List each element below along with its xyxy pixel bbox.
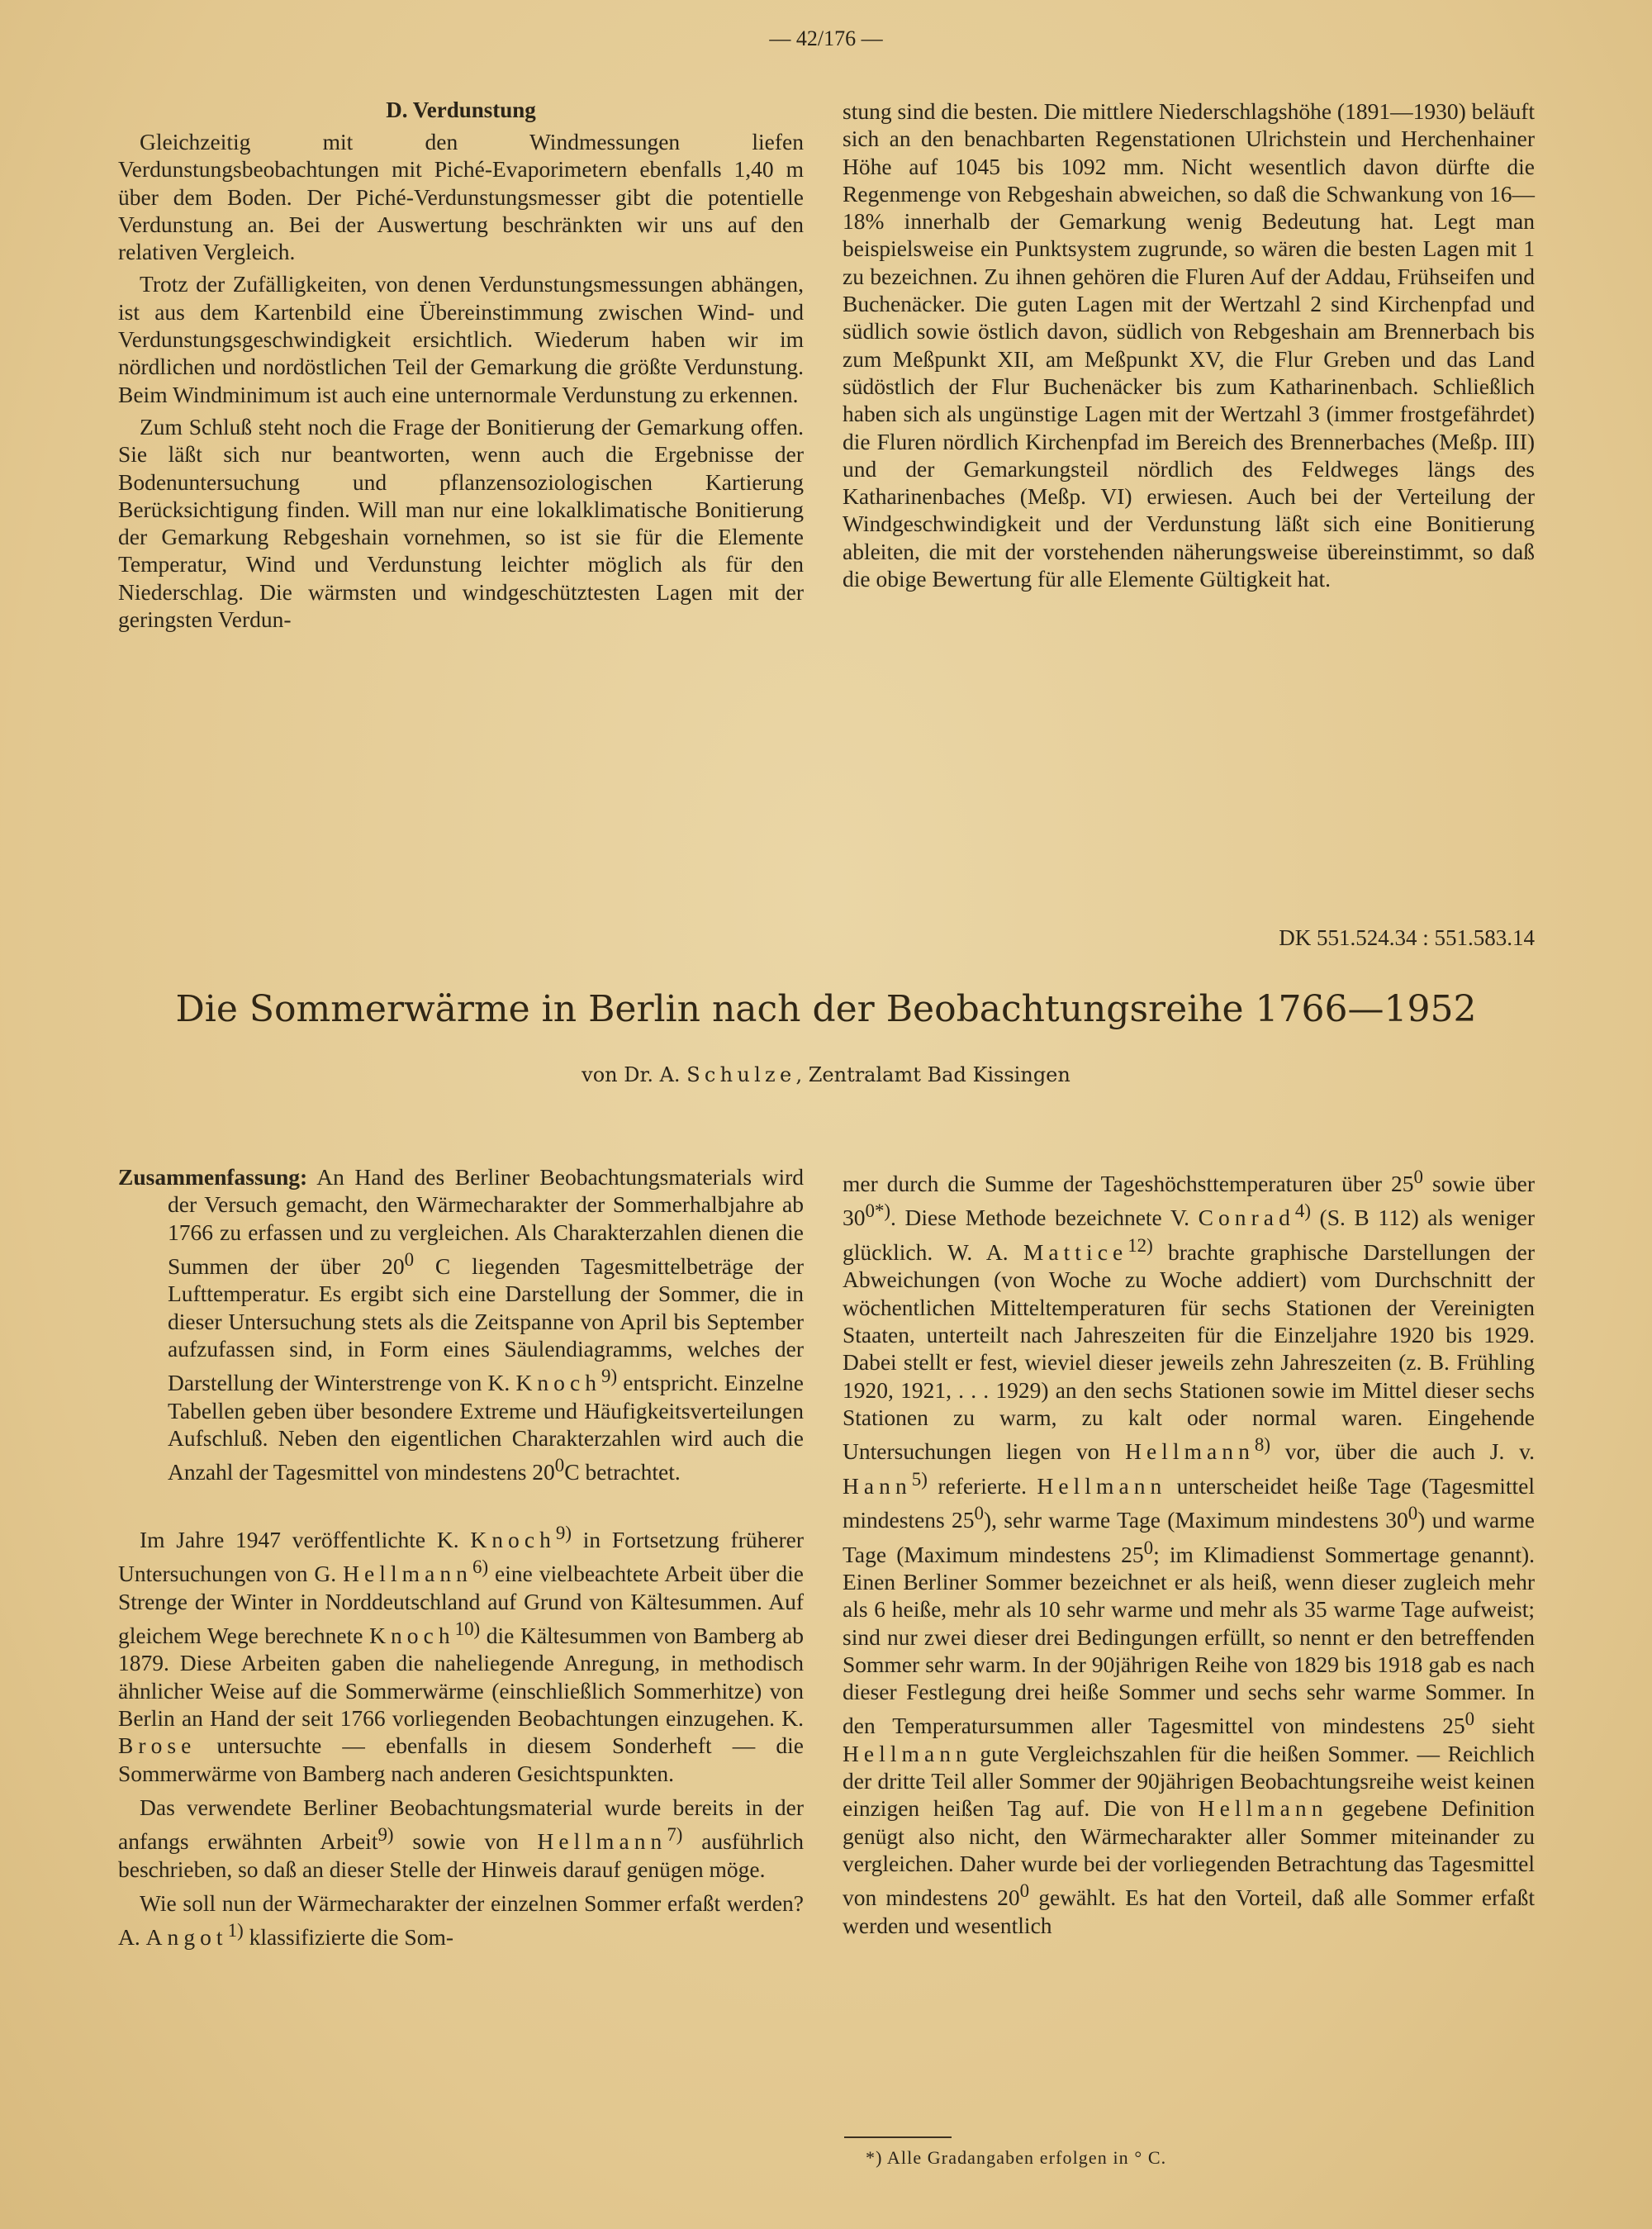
author-affiliation: , Zentralamt Bad Kissingen bbox=[795, 1063, 1070, 1086]
paragraph bbox=[843, 1163, 1535, 1939]
article-title: Die Sommerwärme in Berlin nach der Beobachtungsreihe 1766—1952 bbox=[175, 988, 1477, 1030]
superscript: 0 bbox=[865, 1200, 875, 1222]
text: sowie von bbox=[393, 1828, 538, 1855]
author-line bbox=[0, 1063, 1652, 1086]
author-ref: Hellmann bbox=[1037, 1472, 1167, 1499]
text: An Hand des Berliner Beobachtungsmaterials wird der Versuch gemacht, den Wärmecharakter der Sommerhalbjahre ab 1766 zu erfassen und zu vergleichen. Als Charakterzahlen dienen die Summen der über 20 bbox=[168, 1164, 804, 1280]
author-ref: Conrad bbox=[1198, 1205, 1295, 1231]
author-ref: Knoch bbox=[515, 1370, 602, 1396]
text: entspricht. Einzelne Tabellen geben über besondere Extreme und Häufigkeitsverteilungen Aufschluß. Neben den eigentlichen Charakterzahlen wird auch die Anzahl der Tagesmittel von mindestens 20 bbox=[168, 1370, 804, 1485]
footnote-ref: 9) bbox=[377, 1824, 394, 1846]
text: untersuchte — ebenfalls in diesem Sonderheft — die Sommerwärme von Bamberg nach anderen Gesichtspunkten. bbox=[118, 1732, 804, 1786]
author-ref: Knoch bbox=[369, 1623, 455, 1649]
summary-label: Zusammenfassung: bbox=[118, 1164, 308, 1190]
author-ref: Hellmann bbox=[537, 1828, 667, 1855]
text: in Fortsetzung früherer Untersuchungen von G. bbox=[118, 1526, 804, 1587]
text: klassifizierte die Som- bbox=[243, 1924, 454, 1951]
author-ref: Hellmann bbox=[1198, 1795, 1328, 1822]
text: Das verwendete Berliner Beobachtungsmaterial wurde bereits in der anfangs erwähnten Arbeit bbox=[118, 1794, 804, 1855]
dk-classification: DK 551.524.34 : 551.583.14 bbox=[1279, 925, 1535, 950]
author-prefix: von Dr. A. bbox=[582, 1063, 681, 1086]
footnote-ref: 12) bbox=[1127, 1234, 1153, 1256]
superscript: 0 bbox=[404, 1248, 415, 1270]
paragraph: stung sind die besten. Die mittlere Niederschlagshöhe (1891—1930) beläuft sich an den benachbarten Regenstationen Ulrichstein und Herchenhainer Höhe auf 1045 bis 1092 mm. Nicht wesentlich davon dürfte die Regenmenge von Rebgeshain abweichen, so daß die Schwankung von 16—18% innerhalb der Gemarkung wenig Bedeutung hat. Legt man beispielsweise ein Punktsystem zugrunde, so wären die besten Lagen mit 1 zu bezeichnen. Zu ihnen gehören die Fluren Auf der Addau, Frühseifen und Buchenäcker. Die guten Lagen mit der Wertzahl 2 sind Kirchenpfad und südlich sowie östlich davon, südlich von Rebgeshain am Brennerbach bis zum Meßpunkt XII, am Meßpunkt XV, die Flur Greben und das Land südöstlich der Flur Buchenäcker bis zum Katharinenbach. Schließlich haben sich als ungünstige Lagen mit der Wertzahl 3 (immer frostgefährdet) die Fluren nördlich Kirchenpfad im Bereich des Brennerbaches (Meßp. III) und der Gemarkungsteil nördlich des Feldweges längs des Katharinenbaches (Meßp. VI) erwiesen. Auch bei der Verteilung der Windgeschwindigkeit und der Verdunstung läßt sich eine Bonitierung ableiten, die mit der vorstehenden näherungsweise übereinstimmt, so daß die obige Bewertung für alle Elemente Gültigkeit hat. bbox=[843, 98, 1535, 592]
article-right-column bbox=[843, 1163, 1535, 1939]
footnote-ref: 4) bbox=[1294, 1200, 1311, 1222]
text: . Diese Methode bezeichnete V. bbox=[890, 1205, 1199, 1231]
superscript: 0 bbox=[1464, 1709, 1475, 1730]
text: die Kältesummen von Bamberg ab 1879. Diese Arbeiten gaben die naheliegende Anregung, in methodisch ähnlicher Weise auf die Sommerwärme (einschließlich Sommerhitze) von Berlin an Hand der seit 1766 vorliegenden Beobachtungen einzugehen. K. bbox=[118, 1623, 804, 1731]
text: sieht bbox=[1474, 1713, 1535, 1739]
footnote-ref: 10) bbox=[454, 1618, 481, 1639]
text: unterscheidet heiße Tage (Tagesmittel mindestens 25 bbox=[843, 1472, 1535, 1533]
paragraph: Zum Schluß steht noch die Frage der Bonitierung der Gemarkung offen. Sie läßt sich nur beantworten, wenn auch die Ergebnisse der Bodenuntersuchung und pflanzensoziologischen Kartierung Berücksichtigung finden. Will man nur eine lokalklimatische Bonitierung der Gemarkung Rebgeshain vornehmen, so ist sie für die Elemente Temperatur, Wind und Verdunstung leichter möglich als für den Niederschlag. Die wärmsten und windgeschütztesten Lagen mit der geringsten Verdun- bbox=[118, 413, 804, 633]
superscript: 0 bbox=[1413, 1167, 1423, 1187]
superscript: 0 bbox=[1143, 1537, 1154, 1558]
paragraph bbox=[118, 1794, 804, 1883]
author-ref: Knoch bbox=[470, 1526, 556, 1552]
paragraph: Gleichzeitig mit den Windmessungen liefen Verdunstungsbeobachtungen mit Piché-Evaporimetern ebenfalls 1,40 m über dem Boden. Der Piché-Verdunstungsmesser gibt die potentielle Verdunstung an. Bei der Auswertung beschränkten wir uns auf den relativen Vergleich. bbox=[118, 129, 804, 265]
text: (S. B 112) als weniger glücklich. W. A. bbox=[843, 1205, 1535, 1266]
text: gute Vergleichszahlen für die heißen Sommer. — Reichlich der dritte Teil aller Sommer der 90jährigen Beobachtungsreihe weist keinen einzigen heißen Tag auf. Die von bbox=[843, 1740, 1535, 1822]
footnote: *) Alle Gradangaben erfolgen in ° C. bbox=[866, 2147, 1167, 2168]
text: referierte. bbox=[927, 1472, 1037, 1499]
footnote-ref: 9) bbox=[555, 1522, 572, 1543]
author-ref: Hellmann bbox=[843, 1740, 972, 1766]
author-ref: Brose bbox=[118, 1732, 197, 1759]
footnote-ref: 7) bbox=[667, 1824, 683, 1846]
section-d-left-column bbox=[118, 97, 804, 633]
text: Wie soll nun der Wärmecharakter der einzelnen Sommer erfaßt werden? A. bbox=[118, 1889, 804, 1951]
text: C betrachtet. bbox=[564, 1459, 681, 1485]
footnote-ref: 8) bbox=[1254, 1434, 1270, 1456]
footnote-ref: 1) bbox=[227, 1920, 244, 1941]
article-left-column bbox=[118, 1163, 804, 1951]
author-name: Schulze bbox=[686, 1063, 796, 1086]
text: C liegenden Tagesmittelbeträge der Lufttemperatur. Es ergibt sich eine Darstellung der Sommer, die in dieser Untersuchung stets als die Zeitspanne von April bis September aufzufassen sind, in Form eines Säulendiagramms, welches der Darstellung der Winterstrenge von K. bbox=[168, 1253, 805, 1396]
footnote-ref: 5) bbox=[911, 1468, 928, 1490]
superscript: 0 bbox=[1019, 1880, 1030, 1902]
superscript: 0 bbox=[974, 1503, 984, 1524]
author-ref: Mattice bbox=[1023, 1239, 1128, 1266]
paragraph: Trotz der Zufälligkeiten, von denen Verdunstungsmessungen abhängen, ist aus dem Kartenbild eine Übereinstimmung zwischen Wind- und Verdunstungsgeschwindigkeit ersichtlich. Wiederum haben wir im nördlichen und nordöstlichen Teil der Gemarkung die größte Verdunstung. Beim Windminimum ist auch eine unternormale Verdunstung zu erkennen. bbox=[118, 271, 804, 407]
page-number: — 42/176 — bbox=[769, 26, 883, 50]
text: gewählt. Es hat den Vorteil, daß alle Sommer erfaßt werden und wesentlich bbox=[843, 1884, 1535, 1938]
author-ref: Angot bbox=[145, 1924, 228, 1951]
text: ; im Klimadienst Sommertage genannt). Einen Berliner Sommer bezeichnet er als heiß, wenn dieser zugleich mehr als 6 heiße, mehr als 10 sehr warme und mehr als 35 warme Tage aufweist; sind nur zwei dieser drei Bedingungen erfüllt, so nennt er den betreffenden Sommer sehr warm. In der 90jährigen Reihe von 1829 bis 1918 gab es nach dieser Festlegung drei heiße Sommer und sechs sehr warme Sommer. In den Temperatursummen aller Tagesmittel von mindestens 25 bbox=[843, 1541, 1536, 1739]
text: ) und warme Tage (Maximum mindestens 25 bbox=[843, 1507, 1535, 1567]
section-heading: D. Verdunstung bbox=[386, 97, 536, 122]
text: gegebene Definition genügt also nicht, den Wärmecharakter aller Sommer miteinander zu vergleichen. Daher wurde bei der vorliegenden Betrachtung das Tagesmittel von mindestens 20 bbox=[843, 1795, 1535, 1911]
text: vor, über die auch J. v. bbox=[1270, 1438, 1535, 1465]
footnote-ref: *) bbox=[874, 1200, 891, 1222]
author-ref: Hellmann bbox=[343, 1561, 472, 1587]
text: brachte graphische Darstellungen der Abweichungen (von Woche zu Woche addiert) vom Durchschnitt der wöchentlichen Mitteltemperaturen für sechs Stationen der Vereinigten Staaten, unterteilt nach Jahreszeiten für die Einzeljahre 1920 bis 1929. Dabei stellt er fest, wieviel dieser jeweils zehn Jahreszeiten (z. B. Frühling 1920, 1921, . . . 1929) an den sechs Stationen sowie im Mittel dieser sechs Stationen zu warm, zu kalt oder normal waren. Eingehende Untersuchungen liegen von bbox=[843, 1239, 1535, 1465]
superscript: 0 bbox=[1408, 1503, 1418, 1524]
text: ausführlich beschrieben, so daß an dieser Stelle der Hinweis darauf genügen möge. bbox=[118, 1828, 804, 1882]
text: ), sehr warme Tage (Maximum mindestens 30 bbox=[983, 1507, 1408, 1533]
text: eine vielbeachtete Arbeit über die Strenge der Winter in Norddeutschland auf Grund von Kältesummen. Auf gleichem Wege berechnete bbox=[118, 1561, 804, 1649]
superscript: 0 bbox=[554, 1455, 565, 1476]
text: Im Jahre 1947 veröffentlichte K. bbox=[140, 1526, 471, 1552]
summary-paragraph bbox=[118, 1163, 804, 1486]
author-ref: Hellmann bbox=[1125, 1438, 1255, 1465]
paragraph bbox=[118, 1889, 804, 1951]
text: sowie über 30 bbox=[843, 1171, 1535, 1231]
footnote-ref: 9) bbox=[601, 1366, 618, 1387]
footnote-ref: 6) bbox=[472, 1556, 489, 1578]
text: mer durch die Summe der Tageshöchsttemperaturen über 25 bbox=[843, 1171, 1414, 1197]
section-d-right-column bbox=[843, 97, 1535, 592]
paragraph bbox=[118, 1519, 804, 1787]
footnote-rule bbox=[844, 2136, 952, 2138]
author-ref: Hann bbox=[843, 1472, 912, 1499]
